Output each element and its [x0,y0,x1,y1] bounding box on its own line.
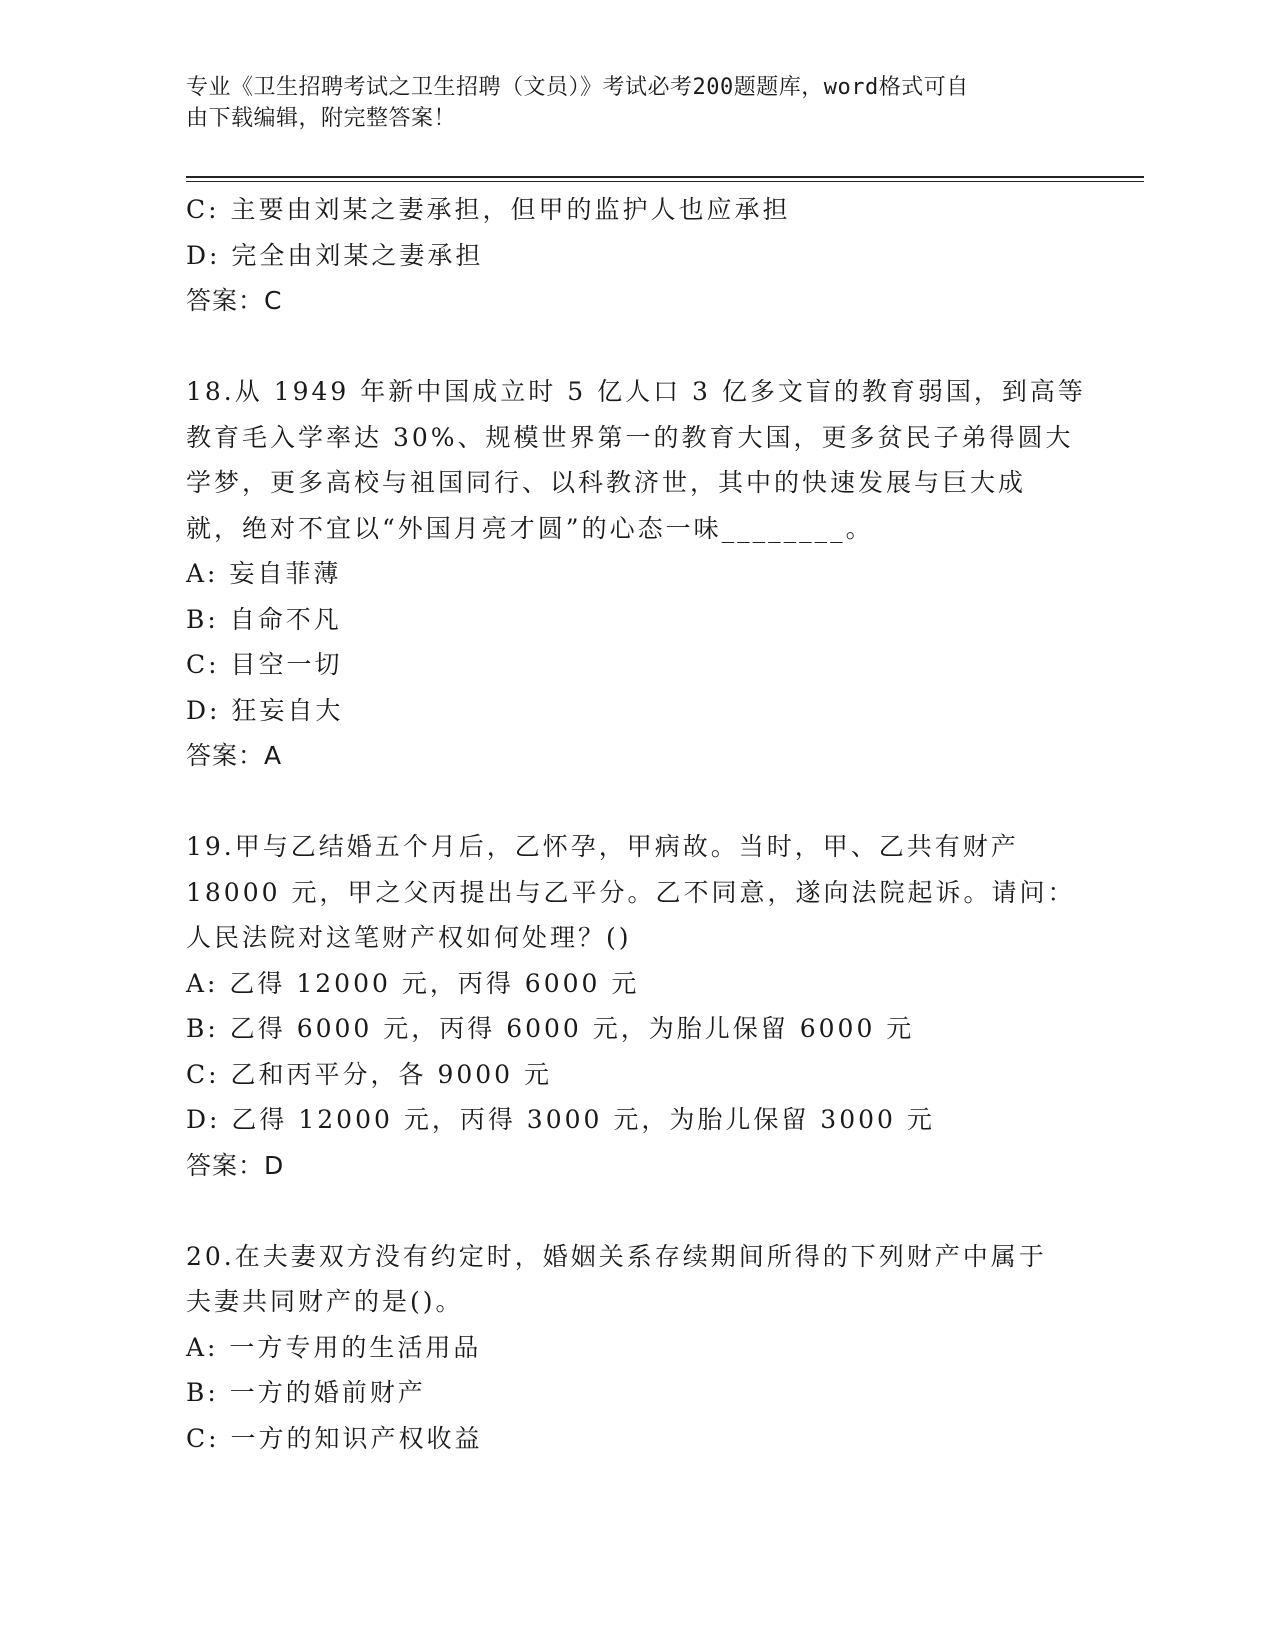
question-text-line: 19.甲与乙结婚五个月后，乙怀孕，甲病故。当时，甲、乙共有财产 [186,832,1019,861]
question-20 [186,1234,1086,1462]
answer-line: 答案：D [186,1150,285,1180]
question-19 [186,824,1086,1188]
option-d: D: 乙得 12000 元，丙得 3000 元，为胎儿保留 3000 元 [186,1105,935,1134]
option-c: C: 目空一切 [186,650,343,679]
header-title-line-2: 由下载编辑，附完整答案！ [186,106,457,131]
question-text-line: 20.在夫妻双方没有约定时，婚姻关系存续期间所得的下列财产中属于 [186,1241,1047,1271]
question-17-tail [186,187,1086,324]
option-a: A: 乙得 12000 元，丙得 6000 元 [186,968,640,998]
question-text-line: 18000 元，甲之父丙提出与乙平分。乙不同意，遂向法院起诉。请问： [186,877,1076,907]
option-c: C: 一方的知识产权收益 [186,1423,483,1453]
question-text-line: 学梦，更多高校与祖国同行、以科教济世，其中的快速发展与巨大成 [186,468,1027,497]
option-c: C: 乙和丙平分，各 9000 元 [186,1059,553,1089]
spacer [186,1188,1086,1234]
question-text-line: 教育毛入学率达 30%、规模世界第一的教育大国，更多贫民子弟得圆大 [186,422,1074,452]
option-b: B: 一方的婚前财产 [186,1378,426,1407]
option-a: A: 一方专用的生活用品 [186,1332,482,1362]
answer-line: 答案：A [186,741,283,770]
spacer [186,324,1086,370]
option-d: D: 完全由刘某之妻承担 [186,240,484,270]
header-divider-thin [186,181,1144,182]
option-b: B: 乙得 6000 元，丙得 6000 元，为胎儿保留 6000 元 [186,1014,915,1043]
header-divider [186,176,1144,178]
document-header [186,72,1056,134]
spacer [186,779,1086,825]
question-text-line: 人民法院对这笔财产权如何处理？() [186,923,632,952]
answer-line: 答案：C [186,286,283,315]
question-text-line: 就，绝对不宜以“外国月亮才圆”的心态一味________。 [186,513,874,543]
option-c: C: 主要由刘某之妻承担，但甲的监护人也应承担 [186,195,791,224]
question-18 [186,369,1086,779]
header-title-line-1: 专业《卫生招聘考试之卫生招聘（文员）》考试必考200题题库，word格式可自 [186,75,969,100]
question-text-line: 18.从 1949 年新中国成立时 5 亿人口 3 亿多文盲的教育弱国，到高等 [186,377,1086,406]
option-a: A: 妄自菲薄 [186,559,342,588]
question-text-line: 夫妻共同财产的是()。 [186,1287,464,1316]
document-body [186,187,1086,1461]
option-d: D: 狂妄自大 [186,695,344,725]
option-b: B: 自命不凡 [186,604,342,634]
